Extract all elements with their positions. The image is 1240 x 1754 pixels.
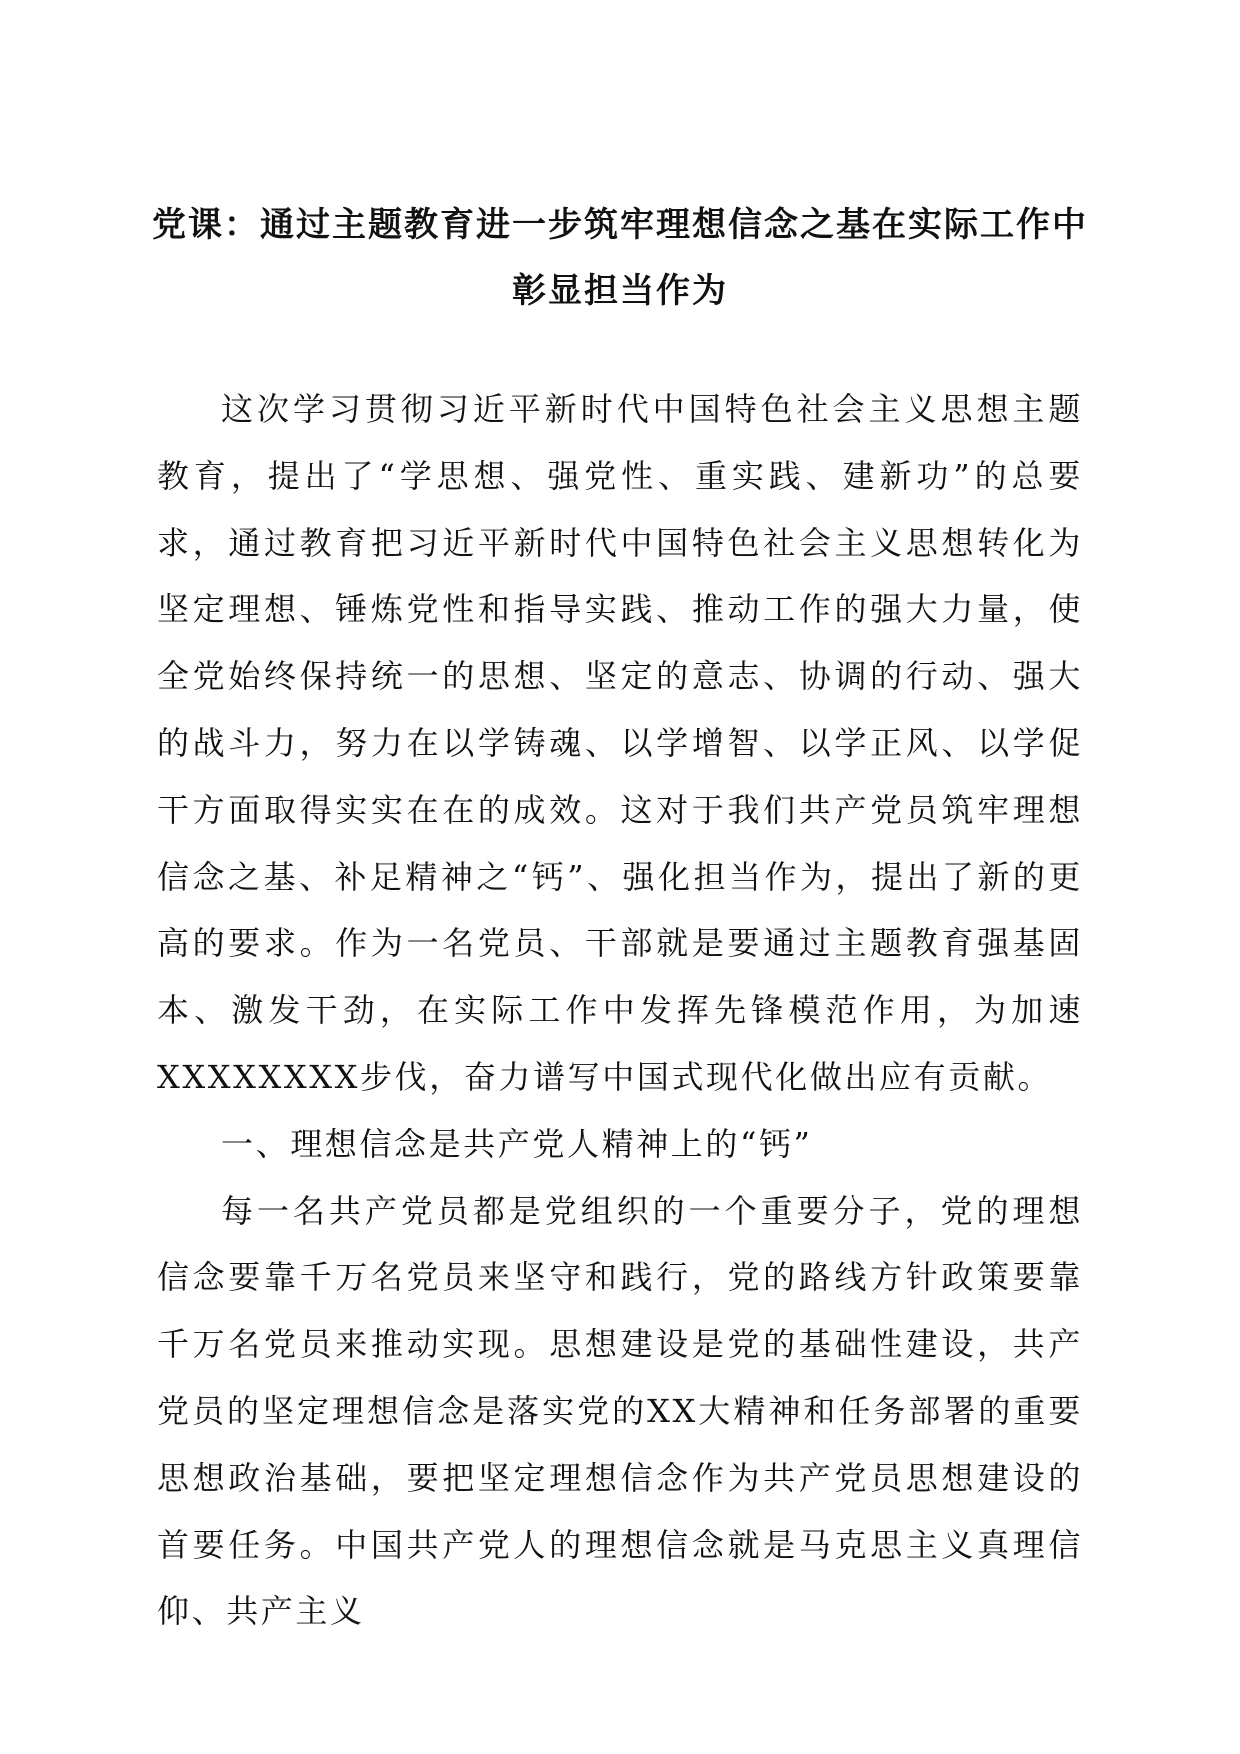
document-body xyxy=(157,376,1083,1645)
paragraph-section-1: 每一名共产党员都是党组织的一个重要分子，党的理想信念要靠千万名党员来坚守和践行，党的路线方针政策要靠千万名党员来推动实现。思想建设是党的基础性建设，共产党员的坚定理想信念是落实党的XX大精神和任务部署的重要思想政治基础，要把坚定理想信念作为共产党员思想建设的首要任务。中国共产党人的理想信念就是马克思主义真理信仰、共产主义 xyxy=(157,1191,1083,1631)
document-title: 党课：通过主题教育进一步筑牢理想信念之基在实际工作中彰显担当作为 xyxy=(152,205,1088,311)
section-heading-1: 一、理想信念是共产党人精神上的“钙” xyxy=(221,1124,813,1163)
paragraph-intro: 这次学习贯彻习近平新时代中国特色社会主义思想主题教育，提出了“学思想、强党性、重实践、建新功”的总要求，通过教育把习近平新时代中国特色社会主义思想转化为坚定理想、锤炼党性和指导实践、推动工作的强大力量，使全党始终保持统一的思想、坚定的意志、协调的行动、强大的战斗力，努力在以学铸魂、以学增智、以学正风、以学促干方面取得实实在在的成效。这对于我们共产党员筑牢理想信念之基、补足精神之“钙”、强化担当作为，提出了新的更高的要求。作为一名党员、干部就是要通过主题教育强基固本、激发干劲，在实际工作中发挥先锋模范作用，为加速XXXXXXXX步伐，奋力谱写中国式现代化做出应有贡献。 xyxy=(157,390,1083,1096)
